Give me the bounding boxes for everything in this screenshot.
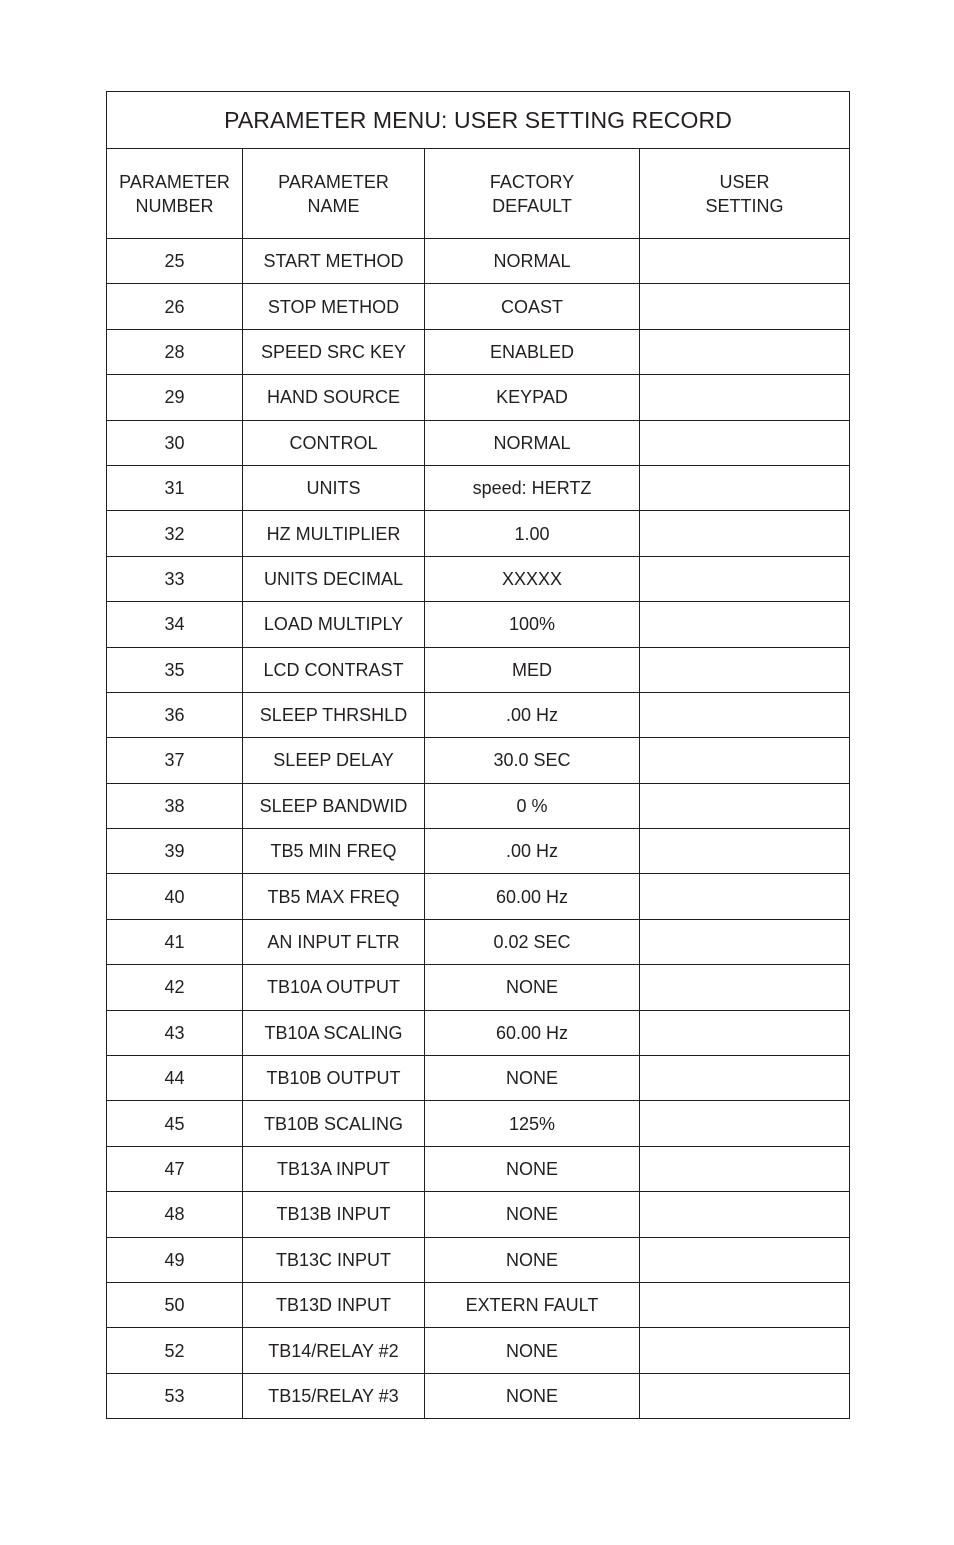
factory-default-cell: 100%	[425, 602, 640, 647]
parameter-number-cell: 29	[107, 375, 243, 420]
user-setting-cell[interactable]	[640, 1010, 850, 1055]
table-body	[107, 239, 850, 1419]
table-row	[107, 556, 850, 601]
factory-default-cell: NORMAL	[425, 239, 640, 284]
parameter-name-cell: TB5 MIN FREQ	[243, 829, 425, 874]
parameter-name-cell: SLEEP DELAY	[243, 738, 425, 783]
table-row	[107, 465, 850, 510]
table-row	[107, 829, 850, 874]
factory-default-cell: .00 Hz	[425, 829, 640, 874]
parameter-name-cell: TB5 MAX FREQ	[243, 874, 425, 919]
parameter-name-cell: LCD CONTRAST	[243, 647, 425, 692]
factory-default-cell: NONE	[425, 1373, 640, 1418]
factory-default-cell: NORMAL	[425, 420, 640, 465]
parameter-number-cell: 32	[107, 511, 243, 556]
table-row	[107, 511, 850, 556]
table-header-row	[107, 149, 850, 239]
parameter-name-cell: LOAD MULTIPLY	[243, 602, 425, 647]
factory-default-cell: EXTERN FAULT	[425, 1282, 640, 1327]
table-row	[107, 965, 850, 1010]
user-setting-cell[interactable]	[640, 602, 850, 647]
column-header-factory-default	[425, 149, 640, 239]
table-row	[107, 783, 850, 828]
user-setting-cell[interactable]	[640, 239, 850, 284]
table-row	[107, 1282, 850, 1327]
column-header-line: SETTING	[705, 195, 784, 216]
table-row	[107, 420, 850, 465]
user-setting-cell[interactable]	[640, 1282, 850, 1327]
factory-default-cell: 30.0 SEC	[425, 738, 640, 783]
parameter-number-cell: 48	[107, 1192, 243, 1237]
user-setting-cell[interactable]	[640, 329, 850, 374]
user-setting-cell[interactable]	[640, 284, 850, 329]
parameter-name-cell: SPEED SRC KEY	[243, 329, 425, 374]
table-row	[107, 1146, 850, 1191]
table-row	[107, 1192, 850, 1237]
parameter-number-cell: 52	[107, 1328, 243, 1373]
parameter-name-cell: SLEEP THRSHLD	[243, 692, 425, 737]
parameter-name-cell: HAND SOURCE	[243, 375, 425, 420]
table-row	[107, 692, 850, 737]
user-setting-cell[interactable]	[640, 829, 850, 874]
parameter-number-cell: 45	[107, 1101, 243, 1146]
user-setting-cell[interactable]	[640, 783, 850, 828]
user-setting-cell[interactable]	[640, 1373, 850, 1418]
column-header-parameter-name	[243, 149, 425, 239]
user-setting-cell[interactable]	[640, 647, 850, 692]
user-setting-cell[interactable]	[640, 375, 850, 420]
parameter-number-cell: 49	[107, 1237, 243, 1282]
parameter-number-cell: 28	[107, 329, 243, 374]
factory-default-cell: 0 %	[425, 783, 640, 828]
parameter-name-cell: TB10A OUTPUT	[243, 965, 425, 1010]
factory-default-cell: NONE	[425, 1192, 640, 1237]
parameter-name-cell: HZ MULTIPLIER	[243, 511, 425, 556]
factory-default-cell: ENABLED	[425, 329, 640, 374]
user-setting-cell[interactable]	[640, 1101, 850, 1146]
parameter-number-cell: 38	[107, 783, 243, 828]
user-setting-cell[interactable]	[640, 1192, 850, 1237]
column-header-user-setting	[640, 149, 850, 239]
parameter-number-cell: 30	[107, 420, 243, 465]
parameter-number-cell: 47	[107, 1146, 243, 1191]
parameter-number-cell: 31	[107, 465, 243, 510]
factory-default-cell: NONE	[425, 1237, 640, 1282]
parameter-table	[106, 91, 850, 1419]
factory-default-cell: XXXXX	[425, 556, 640, 601]
user-setting-cell[interactable]	[640, 1056, 850, 1101]
table-row	[107, 919, 850, 964]
factory-default-cell: 60.00 Hz	[425, 874, 640, 919]
table-row	[107, 1373, 850, 1418]
factory-default-cell: speed: HERTZ	[425, 465, 640, 510]
parameter-number-cell: 26	[107, 284, 243, 329]
table-row	[107, 239, 850, 284]
column-header-line: NUMBER	[135, 195, 214, 216]
factory-default-cell: .00 Hz	[425, 692, 640, 737]
column-header-line: DEFAULT	[492, 195, 572, 216]
table-row	[107, 602, 850, 647]
parameter-name-cell: TB13A INPUT	[243, 1146, 425, 1191]
column-header-line: PARAMETER	[119, 171, 230, 192]
table-row	[107, 738, 850, 783]
table-row	[107, 1010, 850, 1055]
user-setting-cell[interactable]	[640, 556, 850, 601]
parameter-number-cell: 44	[107, 1056, 243, 1101]
table-row	[107, 329, 850, 374]
column-header-line: FACTORY	[489, 171, 575, 192]
parameter-name-cell: SLEEP BANDWID	[243, 783, 425, 828]
parameter-name-cell: STOP METHOD	[243, 284, 425, 329]
factory-default-cell: NONE	[425, 1146, 640, 1191]
parameter-name-cell: UNITS	[243, 465, 425, 510]
factory-default-cell: KEYPAD	[425, 375, 640, 420]
parameter-number-cell: 34	[107, 602, 243, 647]
parameter-number-cell: 53	[107, 1373, 243, 1418]
user-setting-cell[interactable]	[640, 738, 850, 783]
table-row	[107, 874, 850, 919]
column-header-line: PARAMETER	[278, 171, 389, 192]
user-setting-cell[interactable]	[640, 511, 850, 556]
factory-default-cell: 125%	[425, 1101, 640, 1146]
parameter-number-cell: 40	[107, 874, 243, 919]
parameter-number-cell: 41	[107, 919, 243, 964]
parameter-name-cell: TB10A SCALING	[243, 1010, 425, 1055]
parameter-number-cell: 33	[107, 556, 243, 601]
table-row	[107, 1237, 850, 1282]
parameter-number-cell: 39	[107, 829, 243, 874]
parameter-number-cell: 42	[107, 965, 243, 1010]
factory-default-cell: NONE	[425, 1056, 640, 1101]
factory-default-cell: 0.02 SEC	[425, 919, 640, 964]
parameter-name-cell: UNITS DECIMAL	[243, 556, 425, 601]
table-row	[107, 647, 850, 692]
user-setting-cell[interactable]	[640, 965, 850, 1010]
column-header-parameter-number	[107, 149, 243, 239]
user-setting-cell[interactable]	[640, 692, 850, 737]
table-row	[107, 1328, 850, 1373]
parameter-name-cell: TB13B INPUT	[243, 1192, 425, 1237]
parameter-name-cell: TB14/RELAY #2	[243, 1328, 425, 1373]
parameter-name-cell: TB10B OUTPUT	[243, 1056, 425, 1101]
parameter-number-cell: 43	[107, 1010, 243, 1055]
user-setting-cell[interactable]	[640, 420, 850, 465]
factory-default-cell: 1.00	[425, 511, 640, 556]
parameter-name-cell: TB13D INPUT	[243, 1282, 425, 1327]
table-title-row	[107, 92, 850, 149]
table-row	[107, 1056, 850, 1101]
factory-default-cell: COAST	[425, 284, 640, 329]
parameter-name-cell: CONTROL	[243, 420, 425, 465]
table-title: PARAMETER MENU: USER SETTING RECORD	[107, 92, 850, 149]
parameter-number-cell: 25	[107, 239, 243, 284]
table-row	[107, 1101, 850, 1146]
user-setting-cell[interactable]	[640, 1146, 850, 1191]
table-row	[107, 375, 850, 420]
column-header-line: USER	[719, 171, 770, 192]
factory-default-cell: 60.00 Hz	[425, 1010, 640, 1055]
factory-default-cell: MED	[425, 647, 640, 692]
parameter-number-cell: 36	[107, 692, 243, 737]
parameter-number-cell: 35	[107, 647, 243, 692]
factory-default-cell: NONE	[425, 965, 640, 1010]
parameter-name-cell: START METHOD	[243, 239, 425, 284]
parameter-number-cell: 37	[107, 738, 243, 783]
parameter-number-cell: 50	[107, 1282, 243, 1327]
user-setting-cell[interactable]	[640, 1328, 850, 1373]
user-setting-cell[interactable]	[640, 465, 850, 510]
parameter-name-cell: AN INPUT FLTR	[243, 919, 425, 964]
parameter-name-cell: TB10B SCALING	[243, 1101, 425, 1146]
user-setting-cell[interactable]	[640, 1237, 850, 1282]
column-header-line: NAME	[307, 195, 360, 216]
parameter-name-cell: TB15/RELAY #3	[243, 1373, 425, 1418]
user-setting-cell[interactable]	[640, 919, 850, 964]
table-row	[107, 284, 850, 329]
user-setting-cell[interactable]	[640, 874, 850, 919]
factory-default-cell: NONE	[425, 1328, 640, 1373]
parameter-name-cell: TB13C INPUT	[243, 1237, 425, 1282]
